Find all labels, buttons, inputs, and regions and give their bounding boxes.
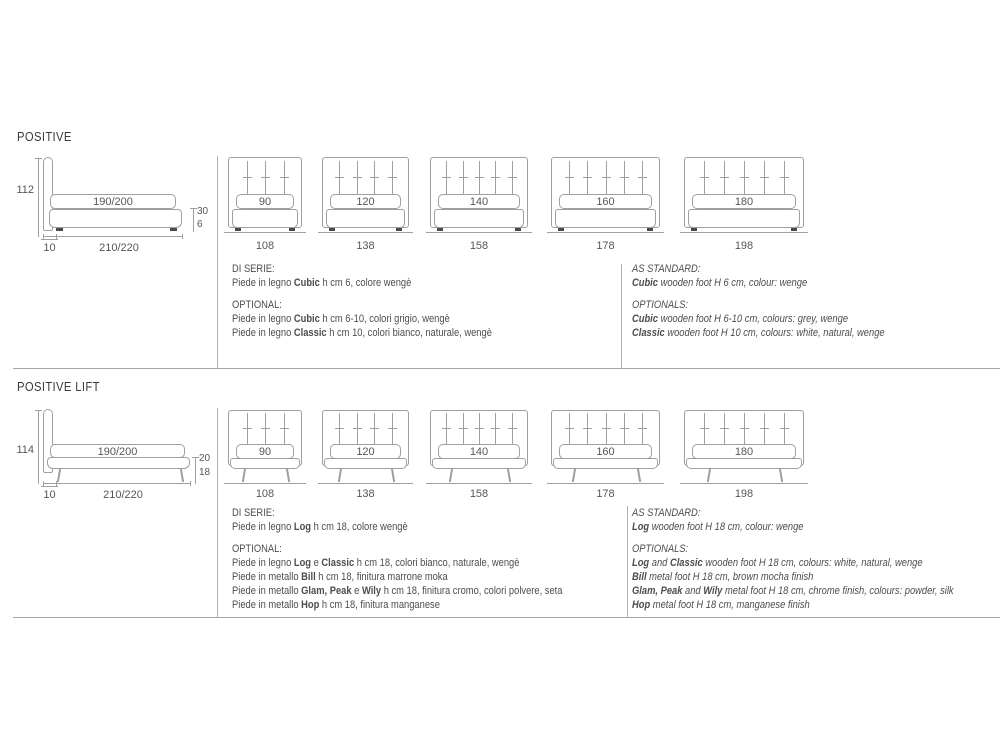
bed-leg — [637, 468, 641, 482]
spec-line: Bill metal foot H 18 cm, brown mocha finish — [632, 571, 814, 583]
overall-depth-label: 210/220 — [103, 489, 143, 501]
headboard-thickness-label: 10 — [43, 242, 56, 254]
mattress-width-label: 90 — [258, 446, 272, 458]
tuft-tick — [602, 428, 611, 429]
overall-width-label: 108 — [255, 240, 275, 252]
mattress-depth-label: 190/200 — [97, 446, 138, 458]
mattress-depth-label: 190/200 — [93, 196, 133, 208]
bed-leg — [391, 468, 395, 482]
spec-line: Log wooden foot H 18 cm, colour: wenge — [632, 521, 804, 533]
bed-leg — [507, 468, 511, 482]
tuft-tick — [353, 428, 362, 429]
overall-width-label: 158 — [469, 488, 489, 500]
tuft-tick — [720, 428, 729, 429]
standard-heading: AS STANDARD: — [632, 263, 701, 275]
optional-heading: OPTIONAL: — [232, 543, 282, 555]
bed-leg — [242, 468, 246, 482]
headboard-thickness-label: 10 — [43, 489, 56, 501]
tuft-tick — [760, 428, 769, 429]
spec-line: Piede in metallo Bill h cm 18, finitura marrone moka — [232, 571, 448, 583]
spec-line: Glam, Peak and Wily metal foot H 18 cm, chrome finish, colours: powder, silk — [632, 585, 954, 597]
tuft-tick — [442, 428, 451, 429]
mattress-width-label: 160 — [596, 196, 615, 208]
overall-width-label: 108 — [255, 488, 275, 500]
tuft-tick — [780, 428, 789, 429]
column-divider — [217, 408, 218, 617]
section-title: POSITIVE — [17, 130, 72, 144]
mattress-width-label: 140 — [469, 446, 489, 458]
mattress-width-label: 180 — [734, 196, 754, 208]
foot-height-label: 18 — [199, 467, 211, 478]
tuft-tick — [508, 428, 517, 429]
tuft-tick — [370, 428, 379, 429]
overall-width-label: 178 — [596, 240, 615, 252]
bed-leg — [338, 468, 342, 482]
tuft-tick — [740, 428, 749, 429]
bed-base — [553, 458, 658, 469]
tuft-tick — [243, 428, 252, 429]
tuft-tick — [335, 428, 344, 429]
overall-width-label: 198 — [734, 240, 754, 252]
optional-heading: OPTIONALS: — [632, 543, 689, 555]
bed-leg — [286, 468, 290, 482]
optional-heading: OPTIONALS: — [632, 299, 689, 311]
bed-leg — [572, 468, 576, 482]
overall-width-label: 178 — [596, 488, 615, 500]
bed-base — [324, 458, 407, 469]
tuft-tick — [459, 428, 468, 429]
floor-line — [547, 483, 664, 484]
spec-line: Classic wooden foot H 10 cm, colours: white, natural, wenge — [632, 327, 885, 339]
spec-line: Piede in legno Cubic h cm 6, colore wengè — [232, 277, 412, 289]
tuft-tick — [583, 428, 592, 429]
overall-depth-label: 210/220 — [99, 242, 139, 254]
tuft-tick — [638, 428, 647, 429]
spec-line: Log and Classic wooden foot H 18 cm, colours: white, natural, wenge — [632, 557, 923, 569]
spec-line: Piede in legno Log e Classic h cm 18, colori bianco, naturale, wengè — [232, 557, 520, 569]
spec-line: Piede in legno Log h cm 18, colore wengè — [232, 521, 408, 533]
section-title: POSITIVE LIFT — [17, 380, 100, 394]
bed-leg — [707, 468, 711, 482]
tuft-tick — [388, 428, 397, 429]
specs-english — [632, 506, 1000, 612]
bed-leg — [449, 468, 453, 482]
spec-line: Piede in legno Classic h cm 10, colori bianco, naturale, wengè — [232, 327, 492, 339]
mattress-width-label: 180 — [734, 446, 754, 458]
mattress-width-label: 140 — [469, 196, 489, 208]
spec-line: Cubic wooden foot H 6-10 cm, colours: grey, wenge — [632, 313, 849, 325]
frame-height-label: 20 — [199, 453, 211, 464]
headboard-height-label: 112 — [16, 184, 34, 196]
bed-base — [686, 458, 802, 469]
tuft-tick — [700, 428, 709, 429]
mattress-width-label: 160 — [596, 446, 615, 458]
floor-line — [318, 483, 413, 484]
standard-heading: DI SERIE: — [232, 263, 275, 275]
overall-width-label: 158 — [469, 240, 489, 252]
spec-line: Piede in metallo Hop h cm 18, finitura manganese — [232, 599, 440, 611]
bed-leg — [779, 468, 783, 482]
tuft-tick — [280, 428, 289, 429]
mattress-width-label: 90 — [258, 196, 272, 208]
spec-line: Hop metal foot H 18 cm, manganese finish — [632, 599, 810, 611]
tuft-tick — [475, 428, 484, 429]
specs-english-content — [632, 506, 1000, 612]
bed-base — [432, 458, 526, 469]
section-divider-line — [13, 617, 1000, 618]
spec-line: Cubic wooden foot H 6 cm, colour: wenge — [632, 277, 808, 289]
headboard-height-label: 114 — [16, 444, 34, 456]
overall-width-label: 138 — [356, 488, 375, 500]
tuft-tick — [261, 428, 270, 429]
frame-height-label: 30 — [197, 206, 209, 217]
tuft-tick — [491, 428, 500, 429]
foot-height-label: 6 — [197, 219, 203, 230]
standard-heading: AS STANDARD: — [632, 507, 701, 519]
mattress-width-label: 120 — [356, 446, 375, 458]
overall-width-label: 198 — [734, 488, 754, 500]
overall-width-label: 138 — [356, 240, 375, 252]
spec-line: Piede in metallo Glam, Peak e Wily h cm 18, finitura cromo, colori polvere, seta — [232, 585, 563, 597]
standard-heading: DI SERIE: — [232, 507, 275, 519]
floor-line — [680, 483, 808, 484]
optional-heading: OPTIONAL: — [232, 299, 282, 311]
spec-line: Piede in legno Cubic h cm 6-10, colori grigio, wengè — [232, 313, 450, 325]
tuft-tick — [565, 428, 574, 429]
floor-line — [224, 483, 306, 484]
tuft-tick — [620, 428, 629, 429]
mattress-width-label: 120 — [356, 196, 375, 208]
floor-line — [426, 483, 532, 484]
bed-base — [230, 458, 300, 469]
